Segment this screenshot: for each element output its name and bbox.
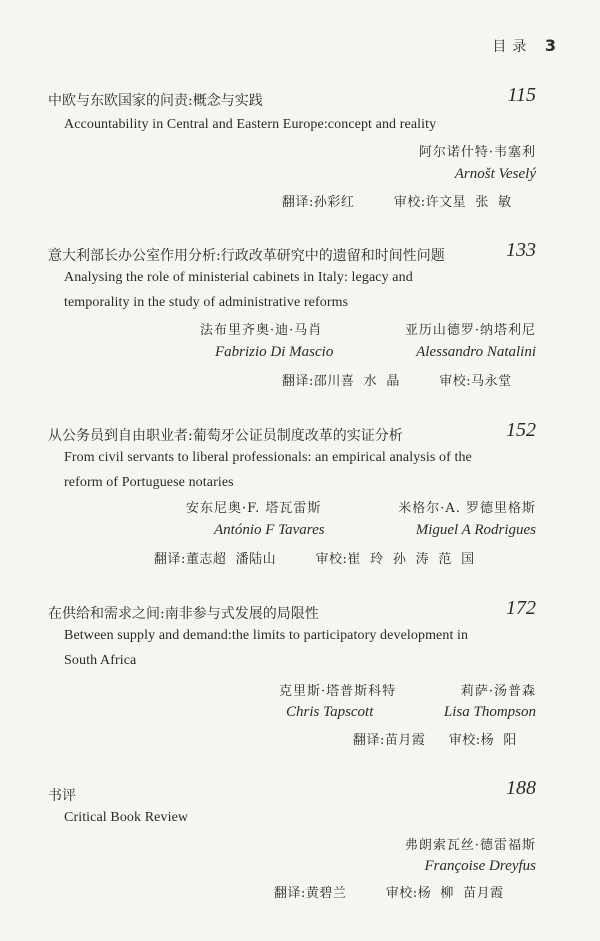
- entry-title-zh[interactable]: 书评: [48, 788, 76, 804]
- translate-label: 翻译:: [274, 886, 306, 901]
- translate-label: 翻译:: [282, 374, 314, 389]
- translators: 邵川喜 水 晶: [313, 374, 400, 389]
- author-zh: 莉萨·汤普森: [460, 684, 536, 699]
- entry-title-en: temporality in the study of administrative reforms: [64, 295, 349, 310]
- author-zh: 米格尔·A. 罗德里格斯: [398, 501, 536, 516]
- author-zh: 法布里齐奥·迪·马肖: [200, 323, 323, 338]
- author-en: Chris Tapscott: [286, 704, 374, 720]
- entry-title-en: Accountability in Central and Eastern Europe:concept and reality: [64, 117, 437, 132]
- review-label: 审校:: [315, 552, 348, 567]
- entry-page-number: 188: [506, 777, 536, 799]
- author-zh: 亚历山德罗·纳塔利尼: [404, 323, 536, 338]
- entry-title-en: From civil servants to liberal professionals: an empirical analysis of the: [64, 450, 472, 465]
- author-en: Miguel A Rodrigues: [415, 522, 536, 538]
- translate-label: 翻译:: [154, 552, 186, 567]
- author-en: Françoise Dreyfus: [424, 858, 536, 874]
- translators: 孙彩红: [313, 195, 355, 210]
- author-en: Alessandro Natalini: [416, 344, 536, 360]
- header-page-number: 3: [544, 36, 556, 55]
- reviewers: 马永堂: [471, 374, 512, 389]
- translators: 黄碧兰: [305, 886, 347, 901]
- header-label: 目录: [492, 39, 533, 55]
- entry-title-zh[interactable]: 意大利部长办公室作用分析:行政改革研究中的遗留和时间性问题: [48, 248, 445, 264]
- review-label: 审校:: [393, 195, 426, 210]
- author-en: António F Tavares: [214, 522, 325, 538]
- entry-title-en: reform of Portuguese notaries: [64, 475, 234, 490]
- review-label: 审校:: [385, 886, 418, 901]
- entry-title-en: Analysing the role of ministerial cabinets in Italy: legacy and: [64, 270, 413, 285]
- author-en: Fabrizio Di Mascio: [215, 344, 334, 360]
- entry-title-zh[interactable]: 从公务员到自由职业者:葡萄牙公证员制度改革的实证分析: [48, 428, 403, 444]
- entry-page-number: 172: [506, 597, 536, 619]
- running-header: [492, 36, 556, 56]
- credits-line: [282, 370, 512, 389]
- translators: 董志超 潘陆山: [185, 552, 277, 567]
- credits-line: [274, 882, 504, 901]
- entry-page-number: 133: [506, 239, 536, 261]
- author-zh: 安东尼奥·F. 塔瓦雷斯: [186, 501, 322, 516]
- credits-line: [282, 191, 512, 210]
- entry-title-en: South Africa: [64, 653, 137, 668]
- entry-title-en: Between supply and demand:the limits to participatory development in: [64, 628, 469, 643]
- review-label: 审校:: [448, 733, 481, 748]
- author-zh: 克里斯·塔普斯科特: [279, 684, 397, 699]
- reviewers: 杨 柳 苗月霞: [417, 886, 504, 901]
- translate-label: 翻译:: [282, 195, 314, 210]
- entry-title-zh[interactable]: 中欧与东欧国家的问责:概念与实践: [48, 93, 263, 109]
- reviewers: 许文星 张 敏: [425, 195, 512, 210]
- entry-title-zh[interactable]: 在供给和需求之间:南非参与式发展的局限性: [48, 606, 319, 622]
- author-en: Lisa Thompson: [443, 704, 536, 720]
- author-en: Arnošt Veselý: [454, 166, 536, 182]
- translate-label: 翻译:: [353, 733, 385, 748]
- entry-page-number: 152: [506, 419, 536, 441]
- translators: 苗月霞: [384, 733, 426, 748]
- reviewers: 杨 阳: [480, 733, 517, 748]
- review-label: 审校:: [439, 374, 472, 389]
- entry-title-en: Critical Book Review: [64, 810, 189, 825]
- author-zh: 阿尔诺什特·韦塞利: [418, 145, 536, 160]
- reviewers: 崔 玲 孙 涛 范 国: [347, 552, 475, 567]
- credits-line: [353, 729, 517, 748]
- entry-page-number: 115: [507, 84, 536, 106]
- credits-line: [154, 548, 475, 567]
- author-zh: 弗朗索瓦丝·德雷福斯: [404, 838, 536, 853]
